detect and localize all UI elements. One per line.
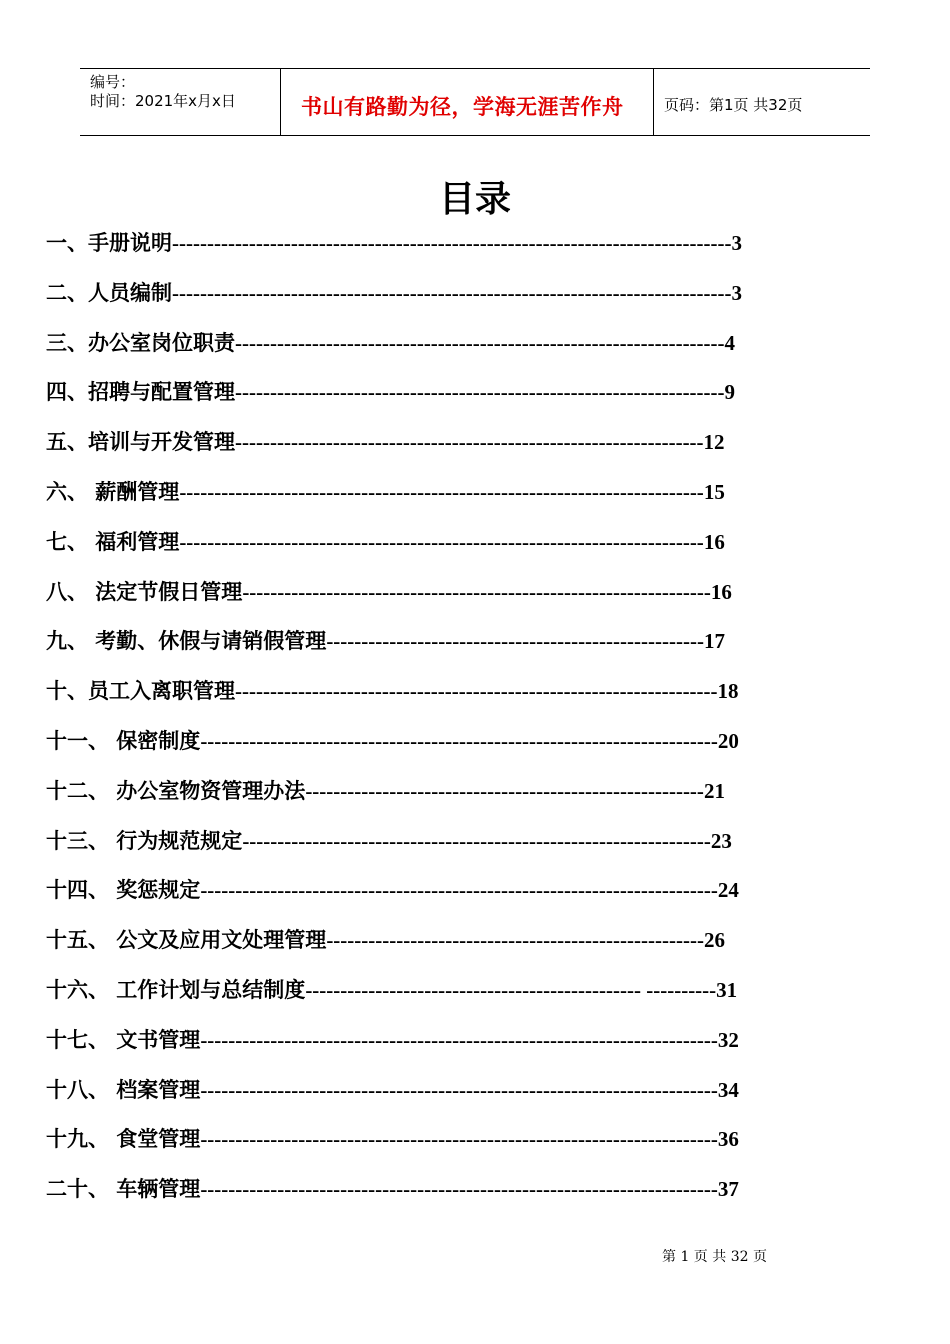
toc-entry-leader: --------------------------------------------------------------------------: [200, 1177, 718, 1202]
toc-entry-leader: ---------------------------------------------------------: [305, 778, 704, 803]
toc-entry-title: 十四、 奖惩规定: [46, 878, 201, 903]
toc-entry-leader: --------------------------------------------------------------------------: [200, 1027, 718, 1052]
toc-entry-title: 十五、 公文及应用文处理管理: [46, 928, 327, 953]
toc-entry-leader: ----------------------------------------------------------------------: [235, 380, 725, 405]
page-title: 目录: [438, 179, 511, 220]
toc-entry-page: 37: [717, 1177, 739, 1202]
toc-entry-page: 21: [703, 778, 725, 803]
toc-entry-page: 34: [717, 1077, 739, 1102]
toc-entry-title: 六、 薪酬管理: [46, 479, 180, 504]
toc-entry-title: 十九、 食堂管理: [46, 1127, 201, 1152]
toc-entry-page: 3: [731, 231, 742, 255]
toc-entry-leader: --------------------------------------------------------------------------------: [172, 231, 732, 255]
toc-entry[interactable]: [46, 575, 806, 625]
toc-entry-title: 十八、 档案管理: [46, 1077, 201, 1102]
toc-entry-leader: ---------------------------------------------------------------------: [235, 679, 718, 704]
toc-entry-title: 二十、 车辆管理: [46, 1177, 201, 1202]
toc-entry-title: 七、 福利管理: [46, 529, 180, 554]
toc-entry-leader: --------------------------------------------------------------------------: [200, 878, 718, 903]
toc-entry-title: 一、手册说明: [46, 231, 172, 255]
toc-entry-leader: --------------------------------------------------------------------------: [200, 728, 718, 753]
toc-entry-page: 31: [716, 977, 738, 1002]
toc-entry-leader: ------------------------------------------------------: [326, 629, 704, 654]
toc-entry[interactable]: [46, 226, 806, 276]
table-of-contents: [46, 226, 806, 1222]
toc-entry-title: 五、培训与开发管理: [46, 430, 235, 455]
toc-entry-title: 十三、 行为规范规定: [46, 828, 243, 853]
toc-entry-leader: -------------------------------------------------------------------: [242, 579, 711, 604]
toc-entry-page: 17: [703, 629, 725, 654]
toc-entry[interactable]: [46, 873, 806, 923]
document-header: [80, 68, 870, 136]
toc-entry-page: 23: [710, 828, 732, 853]
toc-entry-page: 36: [717, 1127, 739, 1152]
header-motto-cell: [281, 69, 654, 135]
toc-entry[interactable]: [46, 973, 806, 1023]
toc-entry-leader: --------------------------------------------------------------------------: [200, 1077, 718, 1102]
toc-entry-page: 20: [717, 728, 739, 753]
toc-entry-title: 十六、 工作计划与总结制度: [46, 977, 306, 1002]
toc-entry-title: 三、办公室岗位职责: [46, 330, 235, 355]
toc-entry-title: 八、 法定节假日管理: [46, 579, 243, 604]
toc-entry-page: 24: [717, 878, 739, 903]
toc-entry[interactable]: [46, 1073, 806, 1123]
toc-entry[interactable]: [46, 276, 806, 326]
toc-entry-page: 16: [710, 579, 732, 604]
toc-entry[interactable]: [46, 824, 806, 874]
number-label: 编号：: [90, 73, 136, 91]
page-footer: 第 1 页 共 32 页: [662, 1249, 767, 1265]
toc-entry-page: 3: [731, 280, 742, 305]
motto-text: 书山有路勤为径，学海无涯苦作舟: [301, 95, 624, 119]
toc-entry-title: 十七、 文书管理: [46, 1027, 201, 1052]
toc-entry-page: 16: [703, 529, 725, 554]
toc-entry-title: 二、人员编制: [46, 280, 172, 305]
toc-entry-title: 十一、 保密制度: [46, 728, 201, 753]
toc-entry-page: 32: [717, 1027, 739, 1052]
time-label: 时间：2021年x月x日: [90, 92, 236, 110]
toc-entry-leader: ------------------------------------------------ ----------: [305, 977, 717, 1002]
toc-entry-leader: -------------------------------------------------------------------: [242, 828, 711, 853]
toc-entry-title: 十二、 办公室物资管理办法: [46, 778, 306, 803]
toc-entry-title: 四、招聘与配置管理: [46, 380, 235, 405]
header-page-cell: [654, 69, 870, 135]
toc-entry[interactable]: [46, 525, 806, 575]
toc-entry-page: 26: [703, 928, 725, 953]
toc-entry-leader: --------------------------------------------------------------------------: [200, 1127, 718, 1152]
toc-entry[interactable]: [46, 624, 806, 674]
toc-entry[interactable]: [46, 1172, 806, 1222]
toc-entry[interactable]: [46, 425, 806, 475]
toc-entry-leader: ---------------------------------------------------------------------------: [179, 529, 704, 554]
toc-entry[interactable]: [46, 1023, 806, 1073]
toc-entry-page: 9: [724, 380, 736, 405]
toc-entry-page: 18: [717, 679, 739, 704]
toc-entry-leader: ------------------------------------------------------: [326, 928, 704, 953]
toc-entry[interactable]: [46, 923, 806, 973]
toc-entry[interactable]: [46, 375, 806, 425]
toc-entry-page: 12: [703, 430, 725, 455]
toc-entry-leader: --------------------------------------------------------------------------------: [172, 280, 732, 305]
toc-entry-page: 4: [724, 330, 736, 355]
toc-entry-title: 十、员工入离职管理: [46, 679, 235, 704]
page-code: 页码：第1页 共32页: [664, 96, 803, 114]
toc-entry[interactable]: [46, 1122, 806, 1172]
toc-entry-leader: -------------------------------------------------------------------: [235, 430, 704, 455]
toc-entry[interactable]: [46, 326, 806, 376]
toc-entry-leader: ---------------------------------------------------------------------------: [179, 479, 704, 504]
toc-entry[interactable]: [46, 724, 806, 774]
toc-entry[interactable]: [46, 674, 806, 724]
toc-entry-page: 15: [703, 479, 725, 504]
header-meta: [80, 69, 281, 135]
toc-entry-title: 九、 考勤、休假与请销假管理: [46, 629, 327, 654]
toc-entry-leader: ----------------------------------------------------------------------: [235, 330, 725, 355]
toc-entry[interactable]: [46, 774, 806, 824]
toc-entry[interactable]: [46, 475, 806, 525]
